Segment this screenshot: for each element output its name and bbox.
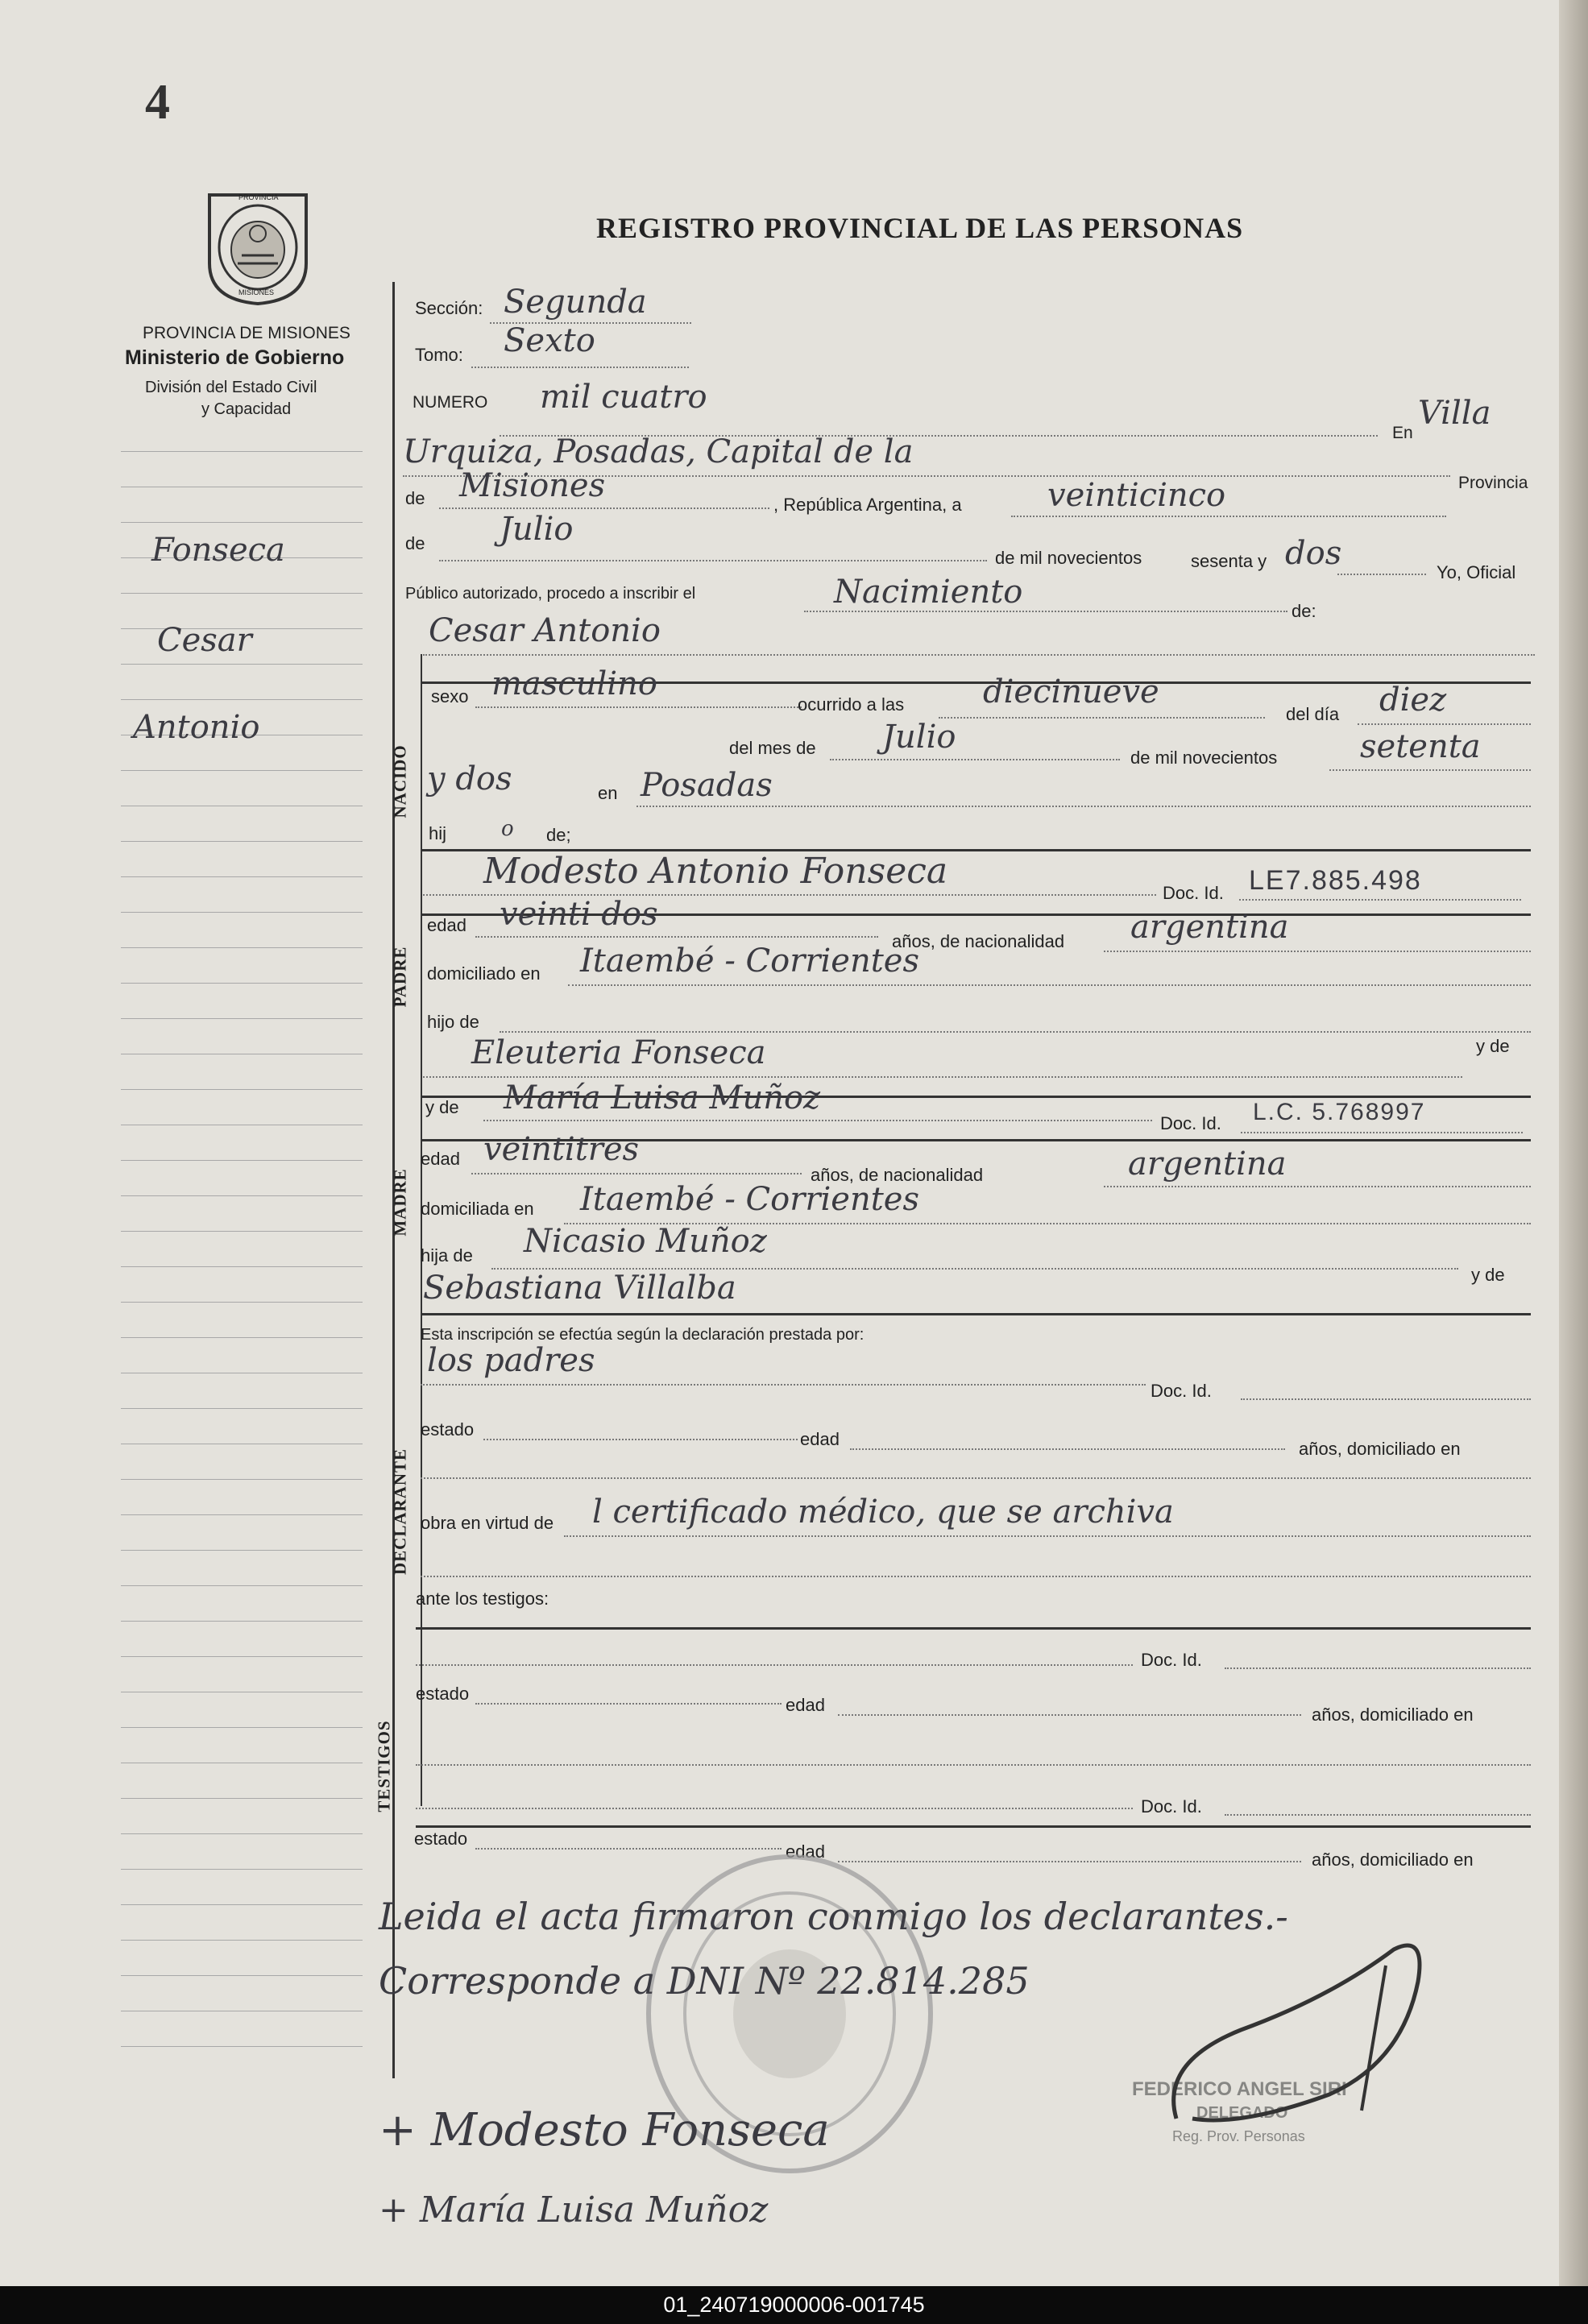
madre-nac-line — [1104, 1186, 1531, 1187]
margin-rule-line — [121, 1018, 363, 1019]
madre-dom-value: Itaembé - Corrientes — [580, 1181, 919, 1218]
testigo2-edad-label: edad — [786, 1841, 825, 1862]
margin-name-1: Cesar — [157, 622, 252, 659]
margin-rule-line — [121, 1869, 363, 1870]
anio-value: setenta — [1360, 728, 1481, 765]
de-mil-novecientos-label: de mil novecientos — [995, 548, 1142, 568]
yo-oficial-label: Yo, Oficial — [1437, 562, 1516, 582]
madre-doc-value: L.C. 5.768997 — [1253, 1099, 1426, 1125]
anio-registro-value: dos — [1285, 535, 1342, 572]
page-number: 4 — [145, 75, 170, 130]
image-identifier-footer: 01_240719000006-001745 — [0, 2286, 1588, 2324]
section-column-border — [421, 654, 422, 1806]
margin-rule-line — [121, 1585, 363, 1586]
margin-rule-line — [121, 1479, 363, 1480]
declarante-side-label: DECLARANTE — [390, 1448, 410, 1576]
y-de-label-padre: y de — [1476, 1036, 1510, 1056]
padre-nac-line — [1104, 951, 1531, 952]
madre-doc-label: Doc. Id. — [1160, 1113, 1221, 1133]
de-mil-novecientos-label-2: de mil novecientos — [1130, 748, 1278, 768]
hij-label: hij — [429, 823, 447, 843]
declarante-doc-label: Doc. Id. — [1151, 1381, 1212, 1401]
de-semicolon-label: de; — [546, 825, 571, 845]
annotation-line-2: Corresponde a DNI Nº 22.814.285 — [379, 1959, 1030, 2003]
tomo-line — [471, 367, 689, 368]
margin-name-2: Antonio — [133, 709, 260, 746]
madre-hija-de-value: Nicasio Muñoz — [524, 1223, 767, 1260]
margin-rule-line — [121, 1798, 363, 1799]
padre-doc-value: LE7.885.498 — [1249, 865, 1422, 896]
stamp-line-2: DELEGADO — [1196, 2104, 1288, 2122]
margin-rule-line — [121, 947, 363, 948]
mes-registro-value: Julio — [500, 511, 574, 548]
declarante-dom-line — [421, 1477, 1531, 1479]
declarante-anios-label: años, domiciliado en — [1299, 1439, 1461, 1459]
province-label: PROVINCIA DE MISIONES — [143, 324, 350, 342]
numero-label: NUMERO — [413, 393, 488, 412]
margin-rule-line — [121, 2046, 363, 2047]
testigos-top-rule — [416, 1627, 1531, 1630]
dia-value: diez — [1379, 681, 1447, 719]
tomo-value: Sexto — [504, 322, 595, 359]
margin-rule-line — [121, 1302, 363, 1303]
sexo-label: sexo — [431, 686, 469, 706]
margin-rule-line — [121, 1337, 363, 1338]
padre-edad-label: edad — [427, 915, 466, 935]
sexo-value: masculino — [491, 665, 657, 702]
margin-surname: Fonseca — [151, 532, 285, 569]
ocurrido-label: ocurrido a las — [798, 694, 905, 715]
annotation-line-1: Leida el acta firmaron conmigo los declarantes.- — [379, 1895, 1288, 1938]
padre-padre-line — [423, 1076, 1462, 1078]
madre-edad-value: veintitres — [483, 1131, 640, 1168]
margin-rule-line — [121, 1656, 363, 1657]
margin-rule-line — [121, 1833, 363, 1834]
madre-dom-label: domiciliada en — [421, 1199, 534, 1219]
mes-registro-line — [439, 560, 987, 561]
testigo1-dom-line — [416, 1764, 1531, 1766]
dia-registro-value: veinticinco — [1047, 477, 1226, 514]
margin-rule-line — [121, 664, 363, 665]
madre-doc-line — [1241, 1132, 1523, 1133]
signature-1: + Modesto Fonseca — [379, 2104, 830, 2156]
margin-rule-line — [121, 1621, 363, 1622]
obra-virtud-line — [564, 1535, 1531, 1537]
madre-value: María Luisa Muñoz — [504, 1079, 821, 1116]
padre-side-label: PADRE — [390, 946, 410, 1008]
del-dia-label: del día — [1286, 704, 1340, 724]
ministry-label: Ministerio de Gobierno — [125, 346, 345, 369]
dia-line — [1358, 723, 1531, 725]
declarantes-line — [421, 1384, 1146, 1386]
tipo-acta-value: Nacimiento — [834, 574, 1023, 611]
nombre-value: Cesar Antonio — [429, 612, 661, 649]
testigo2-doc-line — [1225, 1814, 1531, 1816]
margin-rule-line — [121, 1408, 363, 1409]
provincia-line — [439, 507, 769, 509]
hijo-letter: o — [501, 817, 514, 841]
padre-nac-value: argentina — [1130, 909, 1289, 946]
testigo1-anios-label: años, domiciliado en — [1312, 1705, 1474, 1725]
sesenta-y-label: sesenta y — [1191, 551, 1267, 571]
y-de-label-madre: y de — [1471, 1265, 1505, 1285]
madre-hija-de-2-value: Sebastiana Villalba — [423, 1270, 736, 1307]
anio-cont-value: y dos — [427, 760, 512, 797]
padre-edad-value: veinti dos — [500, 896, 658, 933]
margin-rule-line — [121, 1940, 363, 1941]
tomo-label: Tomo: — [415, 345, 463, 365]
testigo2-estado-line — [475, 1848, 782, 1850]
declarante-estado-label: estado — [421, 1419, 475, 1440]
margin-rule-line — [121, 841, 363, 842]
margin-rule-line — [121, 1904, 363, 1905]
testigo2-doc-label: Doc. Id. — [1141, 1796, 1202, 1817]
seccion-label: Sección: — [415, 298, 483, 318]
margin-rule-line — [121, 451, 363, 452]
division-label-2: y Capacidad — [201, 400, 292, 418]
declarante-doc-line — [1241, 1398, 1531, 1400]
margin-rule-line — [121, 912, 363, 913]
testigo2-estado-label: estado — [414, 1829, 468, 1849]
hora-value: diecinueve — [983, 673, 1159, 710]
provincia-value: Misiones — [459, 467, 606, 504]
padre-doc-line — [1239, 899, 1521, 901]
official-signature — [1144, 1933, 1466, 2143]
stamp-line-1: FEDERICO ANGEL SIRI — [1132, 2078, 1347, 2100]
seccion-value: Segunda — [504, 284, 647, 321]
nombre-line — [423, 654, 1535, 656]
testigos-side-label: TESTIGOS — [374, 1720, 394, 1812]
testigo1-doc-label: Doc. Id. — [1141, 1650, 1202, 1670]
declarante-estado-line — [483, 1439, 798, 1440]
padre-value: Modesto Antonio Fonseca — [483, 851, 948, 892]
madre-edad-line — [471, 1173, 802, 1174]
seal-bottom-text: MISIONES — [238, 288, 275, 296]
de-label-1: de — [405, 488, 425, 508]
madre-line — [483, 1120, 1152, 1121]
testigos-bottom-rule — [416, 1825, 1531, 1828]
de-label-2: de — [405, 533, 425, 553]
lugar-nacimiento-value: Posadas — [641, 767, 773, 804]
declarantes-value: los padres — [427, 1342, 595, 1379]
hijo-de-label: hijo de — [427, 1012, 479, 1032]
obra-virtud-value: l certificado médico, que se archiva — [592, 1493, 1174, 1531]
margin-rule-line — [121, 522, 363, 523]
padre-dom-line — [568, 984, 1531, 986]
republica-label: , República Argentina, a — [773, 495, 962, 515]
testigo1-edad-label: edad — [786, 1695, 825, 1715]
nacido-side-label: NACIDO — [390, 744, 410, 818]
mes-value: Julio — [882, 719, 956, 756]
testigo1-estado-label: estado — [416, 1684, 470, 1704]
anio-line — [1329, 769, 1531, 771]
lugar-villa: Villa — [1418, 395, 1491, 432]
margin-rule-line — [121, 699, 363, 700]
de-colon-label: de: — [1292, 601, 1316, 621]
padre-nac-label: años, de nacionalidad — [892, 931, 1065, 951]
margin-rule-line — [121, 1727, 363, 1728]
ante-testigos-label: ante los testigos: — [416, 1589, 549, 1609]
lugar-nacimiento-line — [636, 806, 1531, 807]
madre-nac-label: años, de nacionalidad — [811, 1165, 984, 1185]
margin-rule-line — [121, 770, 363, 771]
del-mes-label: del mes de — [729, 738, 816, 758]
padre-doc-label: Doc. Id. — [1163, 883, 1224, 903]
testigo2-name-line — [416, 1808, 1133, 1809]
margin-rule-line — [121, 1514, 363, 1515]
page-edge — [1559, 0, 1588, 2286]
margin-rule-line — [121, 1550, 363, 1551]
testigo1-edad-line — [838, 1714, 1301, 1716]
padre-dom-value: Itaembé - Corrientes — [580, 942, 919, 980]
padre-dom-label: domiciliado en — [427, 963, 541, 984]
margin-rule-line — [121, 983, 363, 984]
provincia-label: Provincia — [1458, 474, 1528, 492]
madre-nac-value: argentina — [1128, 1145, 1287, 1183]
declarante-edad-line — [850, 1448, 1285, 1450]
padre-padre-value: Eleuteria Fonseca — [471, 1034, 766, 1071]
publico-label: Público autorizado, procedo a inscribir el — [405, 585, 696, 603]
testigo1-name-line — [416, 1664, 1133, 1666]
stamp-line-3: Reg. Prov. Personas — [1172, 2128, 1305, 2144]
en-lower-label: en — [598, 783, 618, 803]
testigo1-estado-line — [475, 1703, 782, 1705]
margin-rule-line — [121, 1266, 363, 1267]
madre-edad-label: edad — [421, 1149, 460, 1169]
declarante-extra-line — [421, 1576, 1531, 1577]
margin-rule-line — [121, 1231, 363, 1232]
sexo-line — [475, 706, 802, 708]
margin-rule-line — [121, 1975, 363, 1976]
hijo-de-line — [500, 1031, 1531, 1033]
testigo2-anios-label: años, domiciliado en — [1312, 1850, 1474, 1870]
declarante-edad-label: edad — [800, 1429, 840, 1449]
en-label: En — [1392, 424, 1413, 442]
obra-virtud-label: obra en virtud de — [421, 1513, 554, 1533]
signature-2: + María Luisa Muñoz — [379, 2189, 769, 2231]
seal-top-text: PROVINCIA — [238, 193, 279, 201]
division-label-1: División del Estado Civil — [145, 379, 317, 396]
tipo-acta-line — [804, 611, 1287, 612]
margin-rule-line — [121, 1089, 363, 1090]
margin-rule-line — [121, 1160, 363, 1161]
margin-rule-line — [121, 1195, 363, 1196]
margin-rule-line — [121, 593, 363, 594]
lugar-line: Urquiza, Posadas, Capital de la — [403, 433, 914, 470]
madre-side-label: MADRE — [390, 1168, 410, 1237]
y-de-left-label: y de — [425, 1097, 459, 1117]
anio-registro-line — [1337, 574, 1426, 575]
dia-registro-line — [1011, 516, 1446, 517]
padre-edad-line — [475, 936, 878, 938]
inscripcion-label: Esta inscripción se efectúa según la declaración prestada por: — [421, 1326, 864, 1344]
margin-rule-line — [121, 876, 363, 877]
numero-value: mil cuatro — [540, 379, 707, 416]
hija-de-label: hija de — [421, 1245, 473, 1266]
hora-line — [939, 717, 1265, 719]
testigo1-doc-line — [1225, 1667, 1531, 1669]
registry-title: REGISTRO PROVINCIAL DE LAS PERSONAS — [596, 212, 1244, 244]
madre-bottom-rule — [421, 1313, 1531, 1315]
mes-line — [830, 759, 1120, 760]
